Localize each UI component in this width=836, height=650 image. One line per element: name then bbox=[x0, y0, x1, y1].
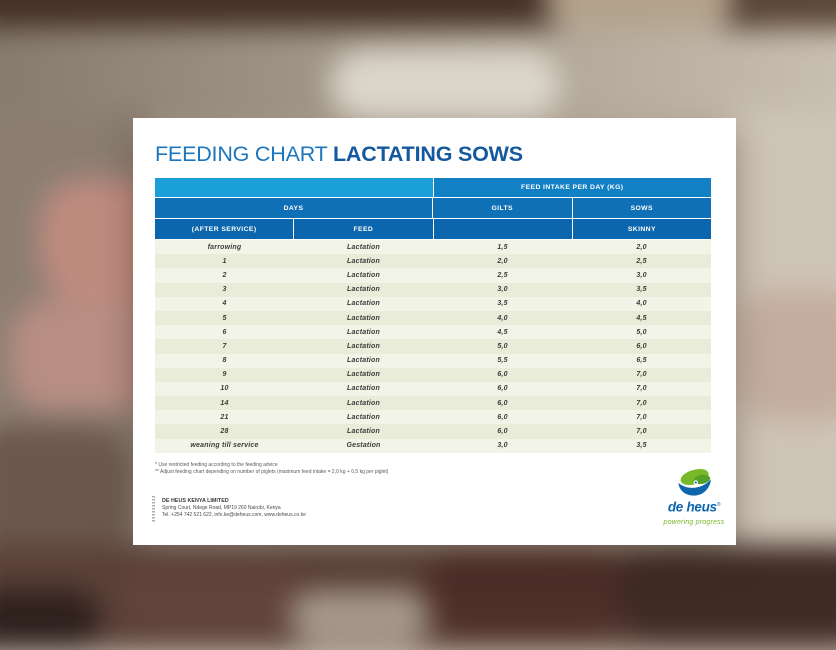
cell-gilts: 2,5 bbox=[497, 271, 508, 279]
header-cell-gilts: GILTS bbox=[433, 198, 572, 218]
cell-sows: 7,0 bbox=[636, 428, 647, 436]
table-row bbox=[155, 439, 711, 453]
table-row bbox=[155, 410, 711, 424]
de-heus-globe-icon bbox=[676, 468, 712, 498]
cell-feed: Lactation bbox=[347, 257, 380, 265]
cell-sows: 7,0 bbox=[636, 413, 647, 421]
cell-sows: 2,5 bbox=[636, 257, 647, 265]
cell-feed: Lactation bbox=[347, 271, 380, 279]
cell-sows: 5,0 bbox=[636, 328, 647, 336]
header-cell-days: DAYS bbox=[155, 198, 432, 218]
table-header-row-2 bbox=[155, 198, 711, 218]
background-bottom-blob-1 bbox=[0, 590, 100, 650]
background-top-light-patch bbox=[545, 0, 735, 30]
table-row bbox=[155, 339, 711, 353]
cell-feed: Lactation bbox=[347, 342, 380, 350]
table-row bbox=[155, 297, 711, 311]
de-heus-logo bbox=[653, 468, 735, 526]
cell-gilts: 6,0 bbox=[497, 428, 508, 436]
table-row bbox=[155, 424, 711, 438]
cell-feed: Lactation bbox=[347, 399, 380, 407]
background-right-pink-blob bbox=[735, 290, 836, 420]
cell-gilts: 3,0 bbox=[497, 286, 508, 294]
table-body bbox=[155, 240, 711, 453]
cell-gilts: 6,0 bbox=[497, 399, 508, 407]
background-white-patch bbox=[330, 50, 560, 120]
cell-gilts: 5,0 bbox=[497, 342, 508, 350]
cell-sows: 7,0 bbox=[636, 385, 647, 393]
table-header-row-1 bbox=[155, 178, 711, 197]
cell-gilts: 4,0 bbox=[497, 314, 508, 322]
cell-feed: Lactation bbox=[347, 328, 380, 336]
background-bottom-blob-5 bbox=[615, 545, 836, 640]
cell-feed: Lactation bbox=[347, 300, 380, 308]
vertical-print-code bbox=[152, 496, 155, 522]
cell-sows: 7,0 bbox=[636, 371, 647, 379]
table-row bbox=[155, 254, 711, 268]
cell-feed: Lactation bbox=[347, 243, 380, 251]
cell-feed: Lactation bbox=[347, 314, 380, 322]
cell-gilts: 6,0 bbox=[497, 385, 508, 393]
cell-sows: 3,5 bbox=[636, 442, 647, 450]
header-cell-empty bbox=[155, 178, 433, 197]
header-cell-after-service: (AFTER SERVICE) bbox=[155, 219, 293, 239]
page-title-bold: LACTATING SOWS bbox=[333, 142, 523, 166]
cell-feed: Lactation bbox=[347, 385, 380, 393]
header-cell-feed-intake: FEED INTAKE PER DAY (KG) bbox=[434, 178, 712, 197]
cell-gilts: 1,5 bbox=[497, 243, 508, 251]
table-row bbox=[155, 240, 711, 254]
background-bottom-blob-2 bbox=[120, 550, 300, 630]
cell-day: 4 bbox=[222, 300, 227, 308]
cell-day: farrowing bbox=[207, 243, 242, 251]
table-row bbox=[155, 354, 711, 368]
logo-text: de heus bbox=[667, 499, 717, 515]
feeding-table bbox=[155, 178, 711, 453]
cell-day: 10 bbox=[220, 385, 229, 393]
background-top-right-patch bbox=[740, 0, 836, 25]
company-address: Spring Court, Ndege Road, MP19 260 Nairobi, Kenya bbox=[162, 505, 281, 511]
cell-sows: 6,0 bbox=[636, 342, 647, 350]
cell-day: 5 bbox=[222, 314, 227, 322]
background-bottom-blob-3 bbox=[290, 590, 430, 645]
header-cell-feed: FEED bbox=[294, 219, 432, 239]
page-title-regular: FEEDING CHART bbox=[155, 142, 333, 166]
cell-day: 9 bbox=[222, 371, 227, 379]
table-row bbox=[155, 396, 711, 410]
cell-feed: Lactation bbox=[347, 428, 380, 436]
cell-day: 6 bbox=[222, 328, 227, 336]
cell-day: 1 bbox=[222, 257, 227, 265]
table-row bbox=[155, 311, 711, 325]
cell-day: 14 bbox=[220, 399, 229, 407]
table-row bbox=[155, 268, 711, 282]
cell-day: weaning till service bbox=[190, 442, 259, 450]
cell-feed: Lactation bbox=[347, 371, 380, 379]
cell-sows: 3,0 bbox=[636, 271, 647, 279]
cell-sows: 2,0 bbox=[636, 243, 647, 251]
header-cell-empty-2 bbox=[434, 219, 572, 239]
company-name: DE HEUS KENYA LIMITED bbox=[162, 498, 229, 504]
cell-sows: 7,0 bbox=[636, 399, 647, 407]
cell-gilts: 6,0 bbox=[497, 371, 508, 379]
table-row bbox=[155, 283, 711, 297]
background-bottom-blob-4 bbox=[425, 545, 625, 635]
cell-feed: Lactation bbox=[347, 357, 380, 365]
table-header-row-3 bbox=[155, 219, 711, 239]
page-title bbox=[155, 142, 523, 167]
cell-sows: 3,5 bbox=[636, 286, 647, 294]
cell-gilts: 3,0 bbox=[497, 442, 508, 450]
cell-day: 28 bbox=[220, 428, 229, 436]
cell-gilts: 6,0 bbox=[497, 413, 508, 421]
table-row bbox=[155, 325, 711, 339]
cell-sows: 6,5 bbox=[636, 357, 647, 365]
table-row bbox=[155, 382, 711, 396]
cell-feed: Gestation bbox=[346, 442, 381, 450]
cell-day: 3 bbox=[222, 286, 227, 294]
cell-sows: 4,5 bbox=[636, 314, 647, 322]
cell-feed: Lactation bbox=[347, 413, 380, 421]
cell-feed: Lactation bbox=[347, 286, 380, 294]
company-info bbox=[162, 498, 306, 519]
cell-day: 7 bbox=[222, 342, 227, 350]
cell-gilts: 2,0 bbox=[497, 257, 508, 265]
cell-day: 21 bbox=[220, 413, 229, 421]
cell-gilts: 5,5 bbox=[497, 357, 508, 365]
table-row bbox=[155, 368, 711, 382]
logo-tagline: powering progress bbox=[663, 518, 725, 526]
cell-day: 8 bbox=[222, 357, 227, 365]
cell-sows: 4,0 bbox=[636, 300, 647, 308]
footnote-2: ** Adjust feeding chart depending on number of piglets (maximum feed intake = 2,0 kg + 0,5 kg per piglet) bbox=[155, 468, 389, 475]
header-cell-skinny: SKINNY bbox=[573, 219, 711, 239]
logo-wordmark bbox=[653, 498, 735, 515]
cell-gilts: 3,5 bbox=[497, 300, 508, 308]
document-page bbox=[133, 118, 736, 545]
cell-gilts: 4,5 bbox=[497, 328, 508, 336]
footnotes bbox=[155, 462, 388, 475]
cell-day: 2 bbox=[222, 271, 227, 279]
registered-mark: ® bbox=[716, 502, 721, 508]
header-cell-sows: SOWS bbox=[573, 198, 712, 218]
company-contact: Tel. +254 742 521 622, info.ke@deheus.com, www.deheus.co.ke bbox=[162, 512, 306, 518]
footnote-1: * Use restricted feeding according to the feeding advice bbox=[155, 462, 278, 468]
background-left-dark-blob bbox=[0, 425, 130, 555]
